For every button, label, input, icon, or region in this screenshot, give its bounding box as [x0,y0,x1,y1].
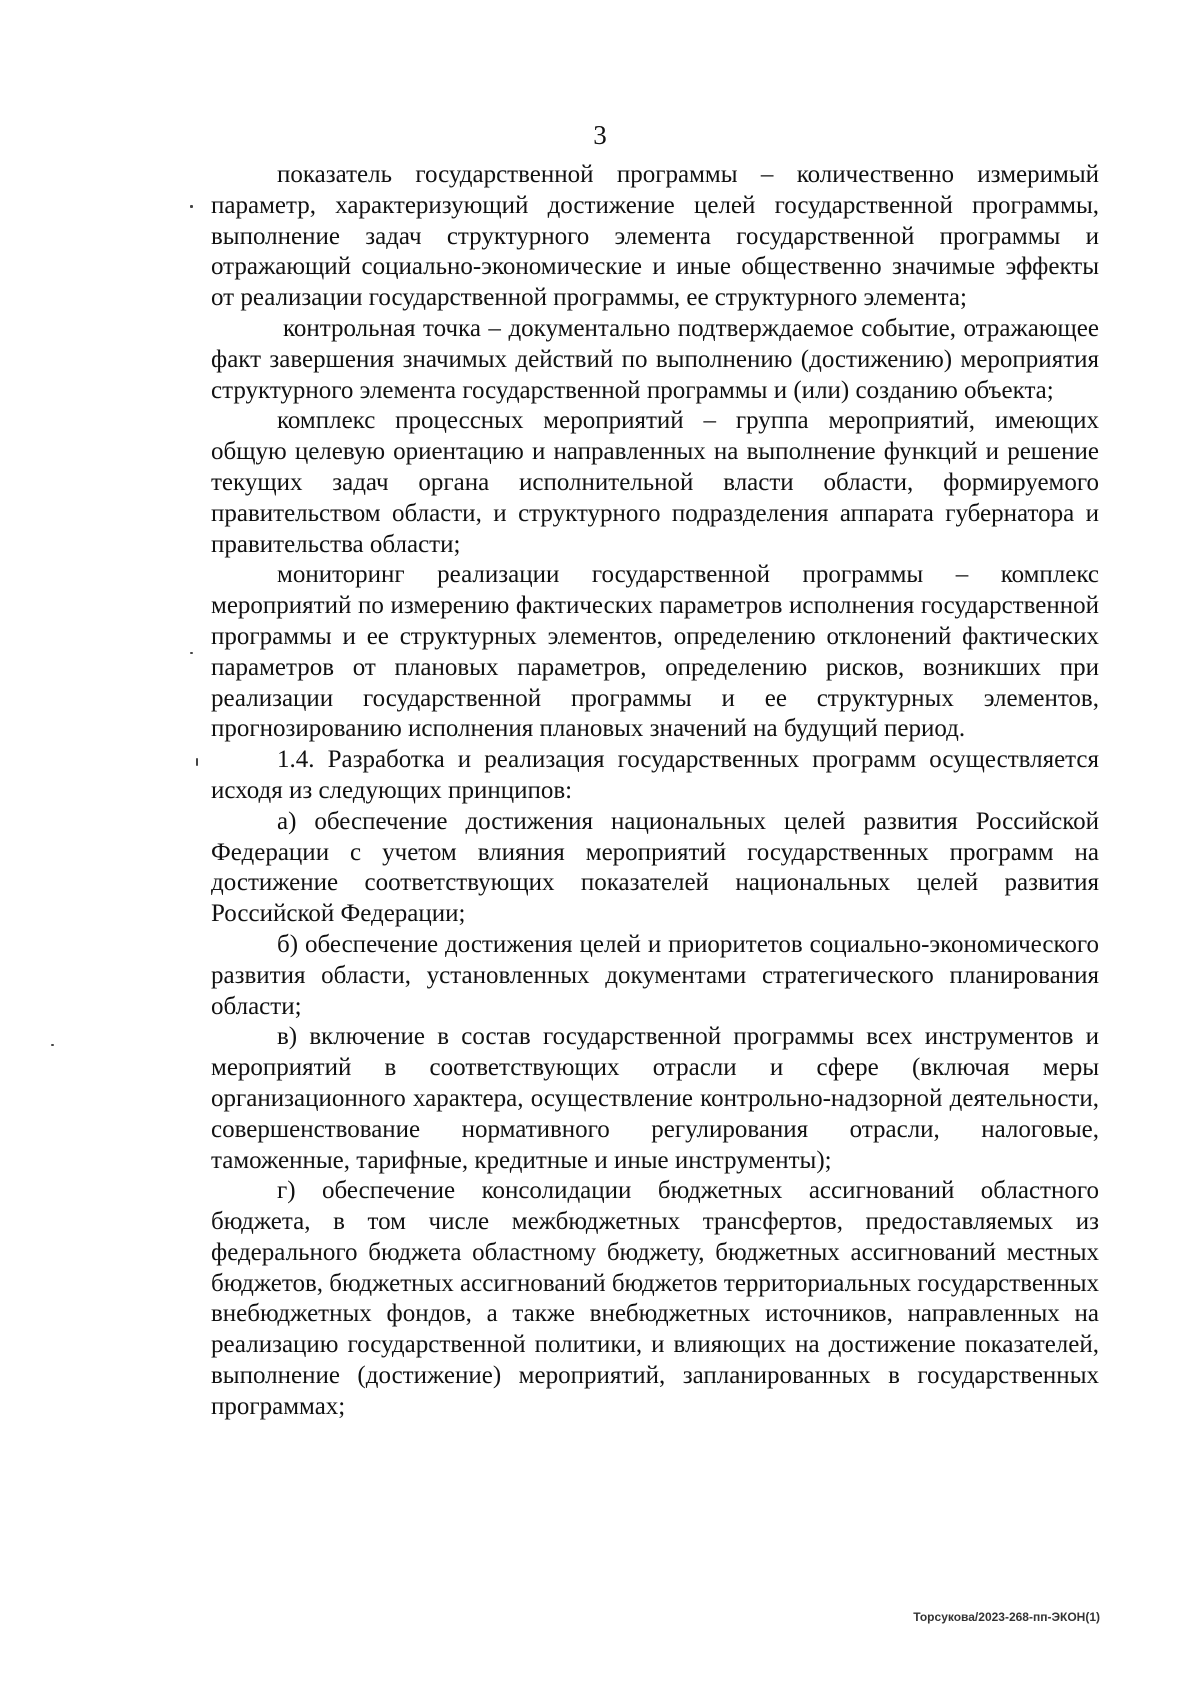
page-number: 3 [593,120,607,150]
paragraph-principle-b: б) обеспечение достижения целей и приоритетов социально-экономического развития области, установленных документами стратегического планирования области; [211,930,1099,1020]
paragraph-principle-a: а) обеспечение достижения национальных целей развития Российской Федерации с учетом влияния мероприятий государственных программ на достижение соответствующих показателей национальных целей развития Российской Федерации; [211,807,1099,928]
paragraph-monitoring-definition: мониторинг реализации государственной программы – комплекс мероприятий по измерению фактических параметров исполнения государственной программы и ее структурных элементов, определению отклонений фактических параметров от плановых параметров, определению рисков, возникших при реализации государственной программы и ее структурных элементов, прогнозированию исполнения плановых значений на будущий период. [211,561,1099,743]
scan-margin-mark [190,205,193,208]
paragraph-indicator-definition: показатель государственной программы – количественно измеримый параметр, характеризующий достижение целей государственной программы, выполнение задач структурного элемента государственной программы и отражающий социально-экономические и иные общественно значимые эффекты от реализации государственной программы, ее структурного элемента; [211,161,1099,312]
scan-margin-mark [196,758,198,766]
document-body [211,160,1099,1423]
paragraph-principle-g: г) обеспечение консолидации бюджетных ассигнований областного бюджета, в том числе межбюджетных трансфертов, предоставляемых из федерального бюджета областному бюджету, бюджетных ассигнований местных бюджетов, бюджетных ассигнований бюджетов территориальных государственных внебюджетных фондов, а также внебюджетных источников, направленных на реализацию государственной политики, и влияющих на достижение показателей, выполнение (достижение) мероприятий, запланированных в государственных программах; [211,1177,1099,1420]
paragraph-section-1-4: 1.4. Разработка и реализация государственных программ осуществляется исходя из следующих принципов: [211,746,1099,804]
paragraph-principle-v: в) включение в состав государственной программы всех инструментов и мероприятий в соответствующих отрасли и сфере (включая меры организационного характера, осуществление контрольно-надзорной деятельности, совершенствование нормативного регулирования отрасли, налоговые, таможенные, тарифные, кредитные и иные инструменты); [211,1023,1099,1174]
paragraph-process-complex-definition: комплекс процессных мероприятий – группа мероприятий, имеющих общую целевую ориентацию и направленных на выполнение функций и решение текущих задач органа исполнительной власти области, формируемого правительством области, и структурного подразделения аппарата губернатора и правительства области; [211,407,1099,558]
scan-margin-mark [190,652,193,654]
document-reference-code: Торсукова/2023-268-пп-ЭКОН(1) [913,1610,1100,1624]
scan-margin-mark [51,1044,54,1046]
paragraph-checkpoint-definition: контрольная точка – документально подтверждаемое событие, отражающее факт завершения значимых действий по выполнению (достижению) мероприятия структурного элемента государственной программы и (или) созданию объекта; [211,314,1099,404]
